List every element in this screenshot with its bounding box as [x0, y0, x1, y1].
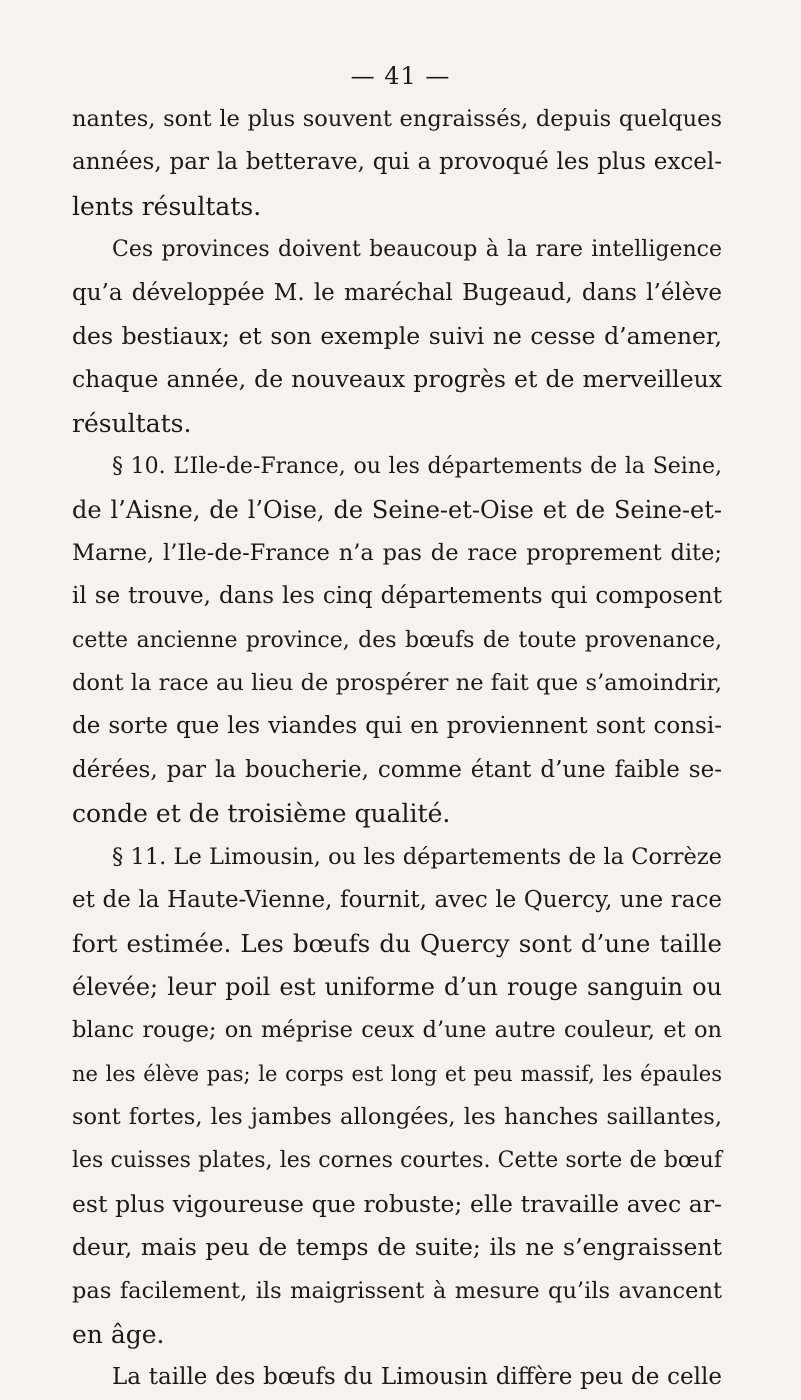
page-number: — 41 — — [350, 62, 451, 90]
text-line: pas facilement, ils maigrissent à mesure qu’ils avancent — [72, 1277, 722, 1304]
text-line: conde et de troisième qualité. — [72, 799, 451, 829]
text-line: qu’a développée M. le maréchal Bugeaud, dans l’élève — [72, 279, 722, 306]
text-line: des bestiaux; et son exemple suivi ne cesse d’amener, — [72, 321, 722, 350]
text-line: années, par la betterave, qui a provoqué les plus excel- — [72, 149, 722, 176]
text-line: Marne, l’Ile-de-France n’a pas de race proprement dite; — [72, 539, 722, 566]
text-line: Ces provinces doivent beaucoup à la rare intelligence — [112, 237, 722, 263]
text-line: blanc rouge; on méprise ceux d’une autre couleur, et on — [72, 1017, 722, 1044]
text-line: est plus vigoureuse que robuste; elle travaille avec ar- — [72, 1189, 722, 1218]
text-line: fort estimée. Les bœufs du Quercy sont d’une taille — [72, 929, 722, 959]
text-line: les cuisses plates, les cornes courtes. Cette sorte de bœuf — [72, 1148, 722, 1174]
text-line: en âge. — [72, 1319, 165, 1349]
text-line: deur, mais peu de temps de suite; ils ne s’engraissent — [72, 1233, 722, 1262]
body-text — [72, 98, 722, 1400]
text-line: nantes, sont le plus souvent engraissés, depuis quelques — [72, 106, 722, 132]
text-line: élevée; leur poil est uniforme d’un rouge sanguin ou — [72, 972, 722, 1001]
text-line: de sorte que les viandes qui en proviennent sont consi- — [72, 713, 722, 740]
text-line: ne les élève pas; le corps est long et peu massif, les épaules — [72, 1061, 722, 1086]
text-line: chaque année, de nouveaux progrès et de merveilleux — [72, 365, 722, 394]
text-line: dérées, par la boucherie, comme étant d’une faible se- — [72, 756, 722, 783]
text-line: de l’Aisne, de l’Oise, de Seine-et-Oise et de Seine-et- — [72, 495, 722, 524]
text-line: il se trouve, dans les cinq départements qui composent — [72, 583, 722, 610]
text-line: dont la race au lieu de prospérer ne fait que s’amoindrir, — [72, 670, 722, 697]
text-line: résultats. — [72, 408, 192, 438]
text-line: lents résultats. — [72, 191, 262, 221]
text-line: § 10. L’Ile-de-France, ou les départements de la Seine, — [112, 454, 722, 480]
text-line: § 11. Le Limousin, ou les départements de la Corrèze — [112, 843, 722, 870]
text-line: cette ancienne province, des bœufs de toute provenance, — [72, 627, 722, 653]
text-line: La taille des bœufs du Limousin diffère peu de celle — [112, 1364, 722, 1391]
text-line: sont fortes, les jambes allongées, les hanches saillantes, — [72, 1103, 722, 1130]
text-line: et de la Haute-Vienne, fournit, avec le Quercy, une race — [72, 887, 722, 914]
